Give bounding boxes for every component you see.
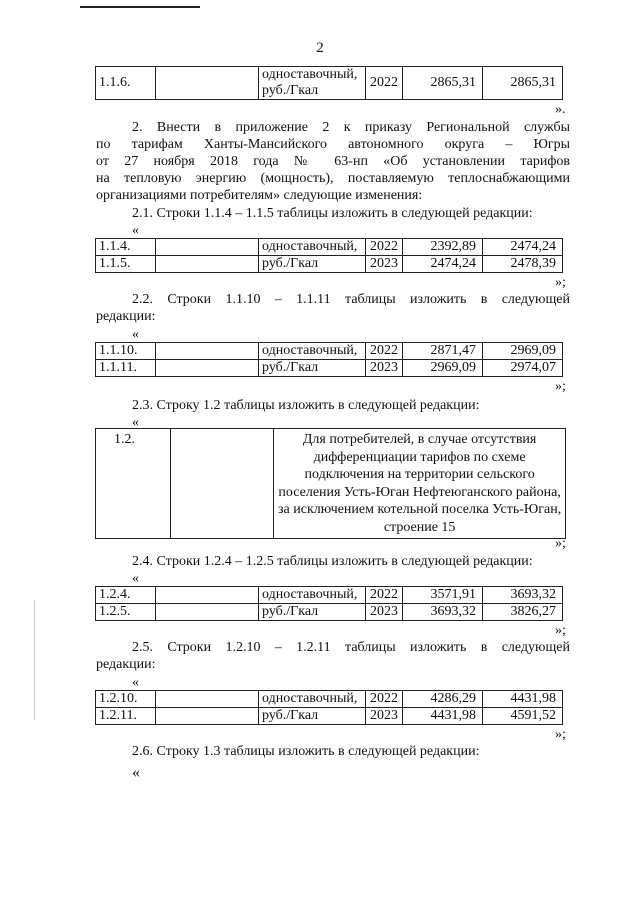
value-cell-2: 2974,07 — [483, 360, 563, 377]
empty-cell — [171, 429, 274, 539]
opening-quote: « — [132, 223, 139, 238]
paragraph-line: по тарифам Ханты-Мансийского автономного округа – Югры — [96, 137, 570, 152]
value-cell-2: 4591,52 — [483, 708, 563, 725]
tariff-type: одноставочный, — [262, 67, 358, 82]
row-number: 1.1.4. — [96, 239, 156, 256]
empty-cell — [156, 587, 259, 604]
value-cell-2: 2865,31 — [483, 67, 563, 100]
tariff-unit: руб./Гкал — [259, 360, 366, 377]
table-row — [96, 691, 563, 708]
year-cell: 2022 — [366, 67, 403, 100]
row-number: 1.2.11. — [96, 708, 156, 725]
value-cell-1: 2865,31 — [403, 67, 483, 100]
description-line: Для потребителей, в случае отсутствия — [302, 432, 537, 447]
empty-cell — [156, 708, 259, 725]
row-number: 1.1.11. — [96, 360, 156, 377]
empty-cell — [156, 343, 259, 360]
section-2-4-heading: 2.4. Строки 1.2.4 – 1.2.5 таблицы изложить в следующей редакции: — [132, 554, 533, 569]
section-2-2-heading — [96, 291, 570, 325]
paragraph-line: 2.2. Строки 1.1.10 – 1.1.11 таблицы изложить в следующей — [132, 292, 570, 307]
row-number: 1.2.5. — [96, 604, 156, 621]
year-cell: 2023 — [366, 708, 403, 725]
tariff-unit: руб./Гкал — [262, 83, 319, 98]
description-line: поселения Усть-Юган Нефтеюганского района, — [278, 484, 561, 500]
value-cell-1: 2969,09 — [403, 360, 483, 377]
scan-artifact-line — [80, 6, 200, 8]
row-number: 1.2.4. — [96, 587, 156, 604]
opening-quote: « — [132, 675, 139, 690]
empty-cell — [156, 604, 259, 621]
table-2-3 — [95, 428, 566, 539]
table-row — [96, 256, 563, 273]
value-cell-1: 4286,29 — [403, 691, 483, 708]
page-number: 2 — [316, 40, 324, 56]
empty-cell — [156, 256, 259, 273]
opening-quote: « — [132, 764, 140, 781]
table-2-1 — [95, 238, 563, 273]
table-2-4 — [95, 586, 563, 621]
year-cell: 2022 — [366, 343, 403, 360]
section-2-5-heading — [96, 639, 570, 673]
tariff-type: одноставочный, — [259, 587, 366, 604]
paragraph-line: организациями потребителям» следующие изменения: — [96, 188, 423, 203]
row-number: 1.1.6. — [96, 67, 156, 100]
table-row — [96, 429, 566, 539]
table-row — [96, 67, 563, 100]
opening-quote: « — [132, 415, 139, 430]
year-cell: 2023 — [366, 604, 403, 621]
empty-cell — [156, 360, 259, 377]
table-row — [96, 360, 563, 377]
table-row — [96, 708, 563, 725]
year-cell: 2022 — [366, 239, 403, 256]
tariff-unit: руб./Гкал — [259, 256, 366, 273]
value-cell-1: 2392,89 — [403, 239, 483, 256]
section-2-1-heading: 2.1. Строки 1.1.4 – 1.1.5 таблицы изложить в следующей редакции: — [132, 206, 533, 221]
tariff-type: одноставочный, — [259, 239, 366, 256]
paragraph-line: редакции: — [96, 657, 156, 672]
value-cell-2: 4431,98 — [483, 691, 563, 708]
table-row — [96, 587, 563, 604]
tariff-type: одноставочный, — [259, 343, 366, 360]
value-cell-1: 2474,24 — [403, 256, 483, 273]
paragraph-line: на тепловую энергию (мощность), поставляемую теплоснабжающими — [96, 171, 570, 186]
consumer-description — [274, 429, 566, 539]
value-cell-2: 2478,39 — [483, 256, 563, 273]
description-line: за исключением котельной поселка Усть-Юган, — [278, 502, 562, 517]
value-cell-2: 3693,32 — [483, 587, 563, 604]
paragraph-line: 2. Внести в приложение 2 к приказу Региональной службы — [132, 120, 570, 135]
scan-margin-artifact — [34, 600, 35, 720]
year-cell: 2022 — [366, 691, 403, 708]
closing-quote: »; — [555, 727, 566, 742]
tariff-type: одноставочный, — [259, 691, 366, 708]
value-cell-1: 3693,32 — [403, 604, 483, 621]
value-cell-1: 3571,91 — [403, 587, 483, 604]
tariff-unit: руб./Гкал — [259, 604, 366, 621]
table-row — [96, 343, 563, 360]
closing-quote: ». — [555, 102, 566, 117]
value-cell-2: 2969,09 — [483, 343, 563, 360]
row-number: 1.1.10. — [96, 343, 156, 360]
paragraph-item-2 — [96, 119, 570, 204]
value-cell-2: 3826,27 — [483, 604, 563, 621]
table-row-1-1-6 — [95, 66, 563, 100]
closing-quote: »; — [555, 379, 566, 394]
table-2-2 — [95, 342, 563, 377]
description-line: строение 15 — [383, 519, 456, 535]
value-cell-2: 2474,24 — [483, 239, 563, 256]
opening-quote: « — [132, 571, 139, 586]
section-2-6-heading: 2.6. Строку 1.3 таблицы изложить в следующей редакции: — [132, 744, 480, 759]
table-row — [96, 239, 563, 256]
closing-quote: »; — [555, 623, 566, 638]
tariff-unit: руб./Гкал — [259, 708, 366, 725]
section-2-3-heading: 2.3. Строку 1.2 таблицы изложить в следующей редакции: — [132, 398, 480, 413]
closing-quote: »; — [555, 536, 566, 551]
closing-quote: »; — [555, 275, 566, 290]
empty-cell — [156, 67, 259, 100]
paragraph-line: редакции: — [96, 309, 156, 324]
row-number: 1.2.10. — [96, 691, 156, 708]
table-2-5 — [95, 690, 563, 725]
year-cell: 2023 — [366, 256, 403, 273]
value-cell-1: 4431,98 — [403, 708, 483, 725]
year-cell: 2022 — [366, 587, 403, 604]
table-row — [96, 604, 563, 621]
opening-quote: « — [132, 327, 139, 342]
row-number: 1.1.5. — [96, 256, 156, 273]
row-number: 1.2. — [96, 429, 171, 539]
year-cell: 2023 — [366, 360, 403, 377]
paragraph-line: от 27 ноября 2018 года № 63-нп «Об установлении тарифов — [96, 154, 570, 169]
description-line: дифференциации тарифов по схеме — [313, 449, 526, 465]
empty-cell — [156, 239, 259, 256]
paragraph-line: 2.5. Строки 1.2.10 – 1.2.11 таблицы изложить в следующей — [132, 640, 570, 655]
empty-cell — [156, 691, 259, 708]
description-line: подключения на территории сельского — [304, 467, 535, 482]
value-cell-1: 2871,47 — [403, 343, 483, 360]
